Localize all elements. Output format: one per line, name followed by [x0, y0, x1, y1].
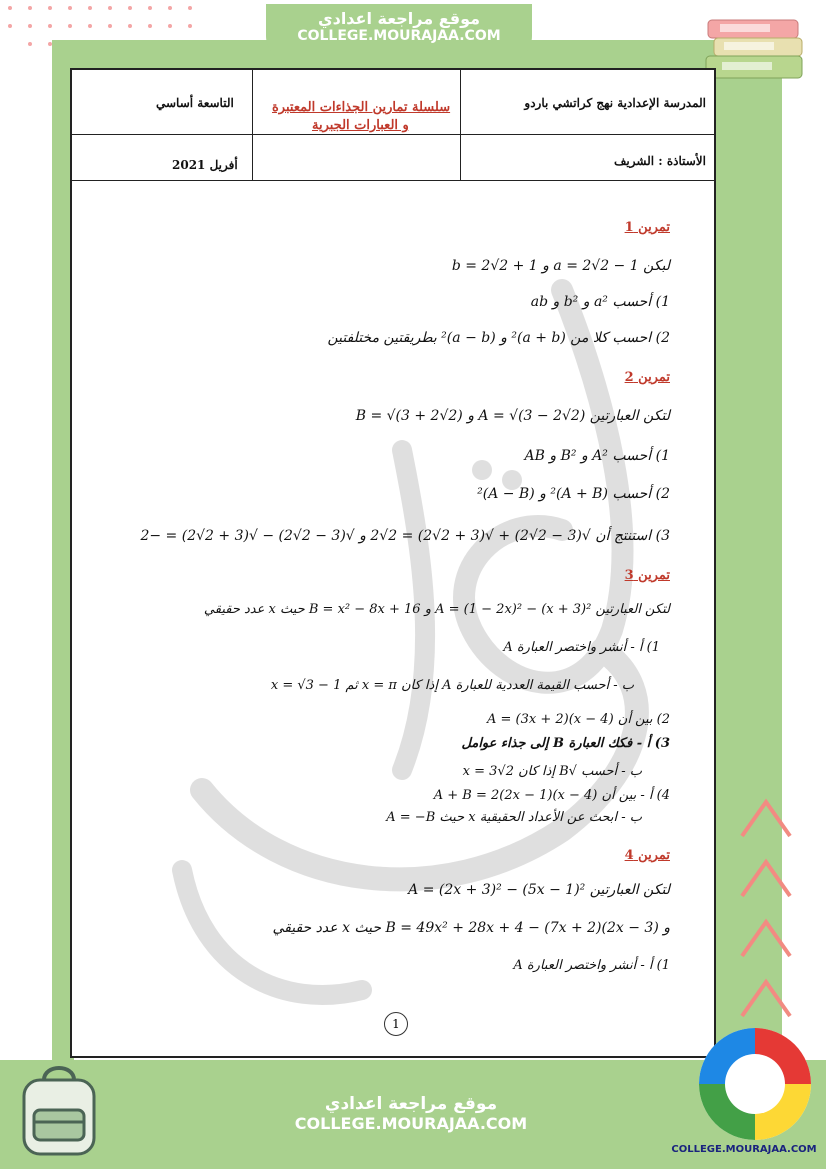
- backpack-icon: [14, 1060, 114, 1160]
- exercise-1-line-2: 1) أحسب a² و b² و ab: [530, 294, 670, 310]
- exercise-3-line-7: 4) أ - بين أن A + B = 2(2x − 1)(x − 4): [433, 788, 670, 803]
- site-banner-top[interactable]: [266, 4, 532, 62]
- worksheet-page: [70, 68, 716, 1058]
- header-divider: [252, 70, 253, 180]
- site-logo[interactable]: [694, 1024, 816, 1144]
- worksheet-date: أفريل 2021: [172, 158, 238, 172]
- exercise-3-line-4: 2) بين أن A = (3x + 2)(x − 4): [487, 712, 670, 727]
- exercise-2-line-3: 2) أحسب (A + B)² و (A − B)²: [477, 486, 670, 502]
- exercise-2-line-4: 3) استنتج أن √(3 − 2√2) + √(3 + 2√2) = 2√2 و √(3 − 2√2) − √(3 + 2√2) = −2: [140, 528, 670, 544]
- exercise-3-line-8: ب - ابحث عن الأعداد الحقيقية x حيث A = −B: [386, 810, 642, 825]
- exercise-2-line-2: 1) أحسب A² و B² و AB: [524, 448, 670, 464]
- header-divider: [72, 134, 714, 135]
- exercise-3-line-3: ب - أحسب القيمة العددية للعبارة A إذا كان x = π ثم x = √3 − 1: [270, 678, 634, 693]
- worksheet-title-line1: سلسلة تمارين الجذاءات المعتبرة: [272, 100, 451, 115]
- header-divider: [460, 70, 461, 180]
- exercise-4-line-1: لتكن العبارتين A = (2x + 3)² − (5x − 1)²: [408, 882, 670, 898]
- exercise-4-line-2: و B = 49x² + 28x + 4 − (7x + 2)(2x − 3) حيث x عدد حقيقي: [272, 920, 670, 936]
- exercise-3-line-6: ب - أحسب √B إذا كان x = 3√2: [462, 764, 642, 779]
- exercise-1-line-3: 2) احسب كلا من (a + b)² و (a − b)² بطريقتين مختلفتين: [327, 330, 670, 346]
- exercise-3-title: تمرين 3: [624, 568, 670, 583]
- logo-caption: COLLEGE.MOURAJAA.COM: [671, 1144, 817, 1155]
- exercise-3-line-5: 3) أ - فكك العبارة B إلى جذاء عوامل: [461, 736, 670, 751]
- exercise-1-title: تمرين 1: [624, 220, 670, 235]
- page-number: 1: [384, 1012, 408, 1036]
- worksheet-title-line2: و العبارات الجبرية: [312, 118, 409, 133]
- teacher-name: الأستاذة : الشريف: [613, 154, 706, 168]
- exercise-3-line-1: لتكن العبارتين A = (1 − 2x)² − (x + 3)² و B = x² − 8x + 16 حيث x عدد حقيقي: [203, 602, 670, 617]
- site-banner-bottom[interactable]: [266, 1082, 556, 1152]
- class-level: التاسعة أساسي: [156, 96, 234, 110]
- exercise-4-title: تمرين 4: [624, 848, 670, 863]
- school-name: المدرسة الإعدادية نهج كراتشي باردو: [524, 96, 706, 110]
- exercise-3-line-2: 1) أ - أنشر واختصر العبارة A: [503, 640, 660, 655]
- banner-top-url[interactable]: COLLEGE.MOURAJAA.COM: [297, 28, 501, 44]
- banner-top-arabic: موقع مراجعة اعدادي: [317, 9, 481, 28]
- exercise-2-title: تمرين 2: [624, 370, 670, 385]
- books-icon: [700, 12, 810, 92]
- banner-bottom-url[interactable]: COLLEGE.MOURAJAA.COM: [294, 1114, 528, 1133]
- exercise-4-line-3: 1) أ - أنشر واختصر العبارة A: [513, 958, 670, 973]
- chevron-up-icon: [736, 790, 796, 1030]
- banner-bottom-arabic: موقع مراجعة اعدادي: [324, 1094, 498, 1114]
- exercise-1-line-1: لبكن a = 2√2 − 1 و b = 2√2 + 1: [451, 258, 670, 274]
- exercise-2-line-1: لتكن العبارتين A = √(3 − 2√2) و B = √(3 + 2√2): [355, 408, 670, 424]
